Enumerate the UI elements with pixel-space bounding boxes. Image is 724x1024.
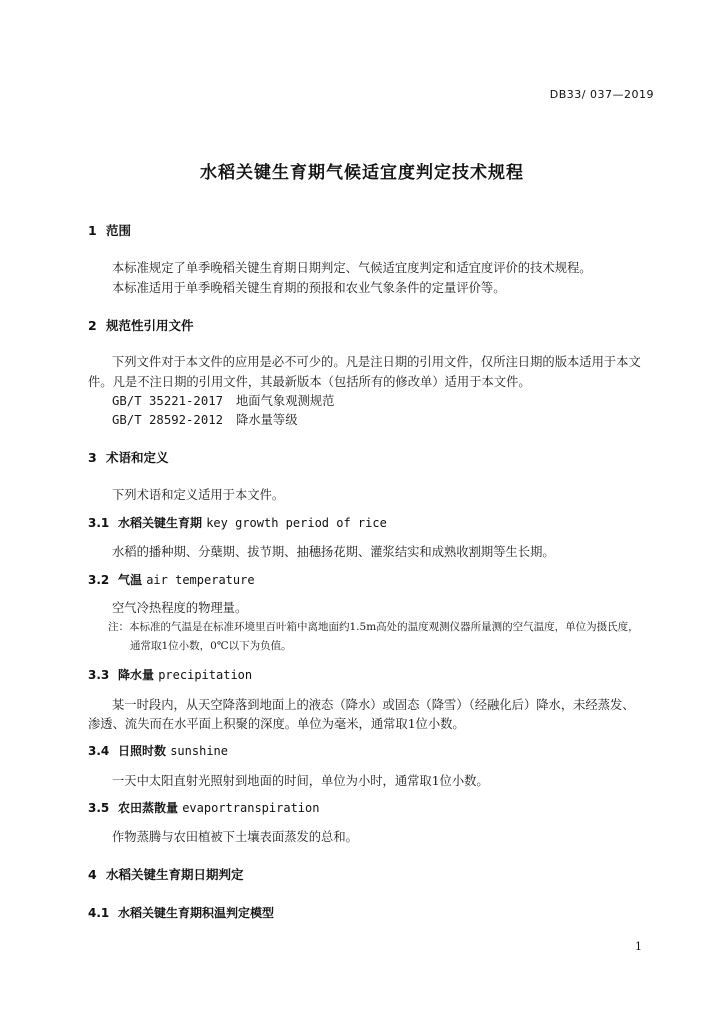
term-name: 农田蒸散量 bbox=[118, 801, 179, 815]
term-name: 日照时数 bbox=[118, 744, 167, 758]
term-3-2-definition: 空气冷热程度的物理量。 bbox=[112, 601, 248, 615]
term-3-5-heading bbox=[88, 799, 319, 816]
term-number: 3.2 bbox=[88, 573, 110, 587]
document-number: DB33/ 037—2019 bbox=[549, 88, 654, 101]
subsection-4-1-heading bbox=[88, 904, 274, 921]
term-3-1-definition: 水稻的播种期、分蘖期、拔节期、抽穗扬花期、灌浆结实和成熟收割期等生长期。 bbox=[112, 545, 555, 559]
section-3-intro: 下列术语和定义适用于本文件。 bbox=[112, 488, 285, 502]
section-2-heading bbox=[88, 316, 194, 334]
subsection-number: 4.1 bbox=[88, 906, 110, 920]
section-number: 1 bbox=[88, 223, 97, 238]
term-english: evaportranspiration bbox=[182, 801, 320, 815]
term-3-4-heading bbox=[88, 742, 228, 759]
term-3-2-note-line-2: 通常取1位小数，0℃以下为负值。 bbox=[130, 640, 292, 652]
section-number: 4 bbox=[88, 867, 97, 882]
term-3-1-heading bbox=[88, 514, 387, 531]
term-english: air temperature bbox=[146, 573, 255, 587]
term-3-2-heading bbox=[88, 571, 255, 588]
section-number: 3 bbox=[88, 450, 97, 465]
term-english: sunshine bbox=[170, 744, 228, 758]
page-number: 1 bbox=[635, 940, 642, 953]
term-number: 3.4 bbox=[88, 744, 110, 758]
reference-code: GB/T 28592-2012 bbox=[112, 413, 224, 427]
term-3-4-definition: 一天中太阳直射光照射到地面的时间，单位为小时，通常取1位小数。 bbox=[112, 774, 489, 788]
term-name: 气温 bbox=[118, 573, 143, 587]
reference-item bbox=[112, 391, 334, 409]
term-english: precipitation bbox=[158, 668, 253, 682]
section-2-paragraph-line-2: 件。凡是不注日期的引用文件，其最新版本（包括所有的修改单）适用于本文件。 bbox=[88, 375, 531, 389]
section-2-paragraph-line-1: 下列文件对于本文件的应用是必不可少的。凡是注日期的引用文件，仅所注日期的版本适用于本文 bbox=[112, 355, 641, 369]
section-title: 范围 bbox=[106, 223, 132, 238]
document-title: 水稻关键生育期气候适宜度判定技术规程 bbox=[200, 163, 524, 183]
term-3-3-definition-line-1: 某一时段内，从天空降落到地面上的液态（降水）或固态（降雪）（经融化后）降水，未经蒸发、 bbox=[112, 698, 635, 712]
term-number: 3.3 bbox=[88, 668, 110, 682]
section-title: 水稻关键生育期日期判定 bbox=[106, 867, 244, 882]
term-number: 3.5 bbox=[88, 801, 110, 815]
section-title: 规范性引用文件 bbox=[106, 318, 194, 333]
section-number: 2 bbox=[88, 318, 97, 333]
term-3-5-definition: 作物蒸腾与农田植被下土壤表面蒸发的总和。 bbox=[112, 830, 358, 844]
reference-item bbox=[112, 410, 298, 428]
subsection-title: 水稻关键生育期积温判定模型 bbox=[118, 906, 275, 920]
section-1-paragraph-1: 本标准规定了单季晚稻关键生育期日期判定、气候适宜度判定和适宜度评价的技术规程。 bbox=[112, 261, 592, 275]
section-1-heading bbox=[88, 221, 131, 239]
term-3-2-note-line-1: 注：本标准的气温是在标准环境里百叶箱中离地面约1.5m高处的温度观测仪器所量测的空气温度，单位为摄氏度， bbox=[108, 621, 639, 633]
reference-name: 降水量等级 bbox=[236, 413, 298, 427]
term-3-3-heading bbox=[88, 666, 252, 683]
section-4-heading bbox=[88, 865, 244, 883]
term-3-3-definition-line-2: 渗透、流失而在水平面上积聚的深度。单位为毫米，通常取1位小数。 bbox=[88, 717, 465, 731]
reference-code: GB/T 35221-2017 bbox=[112, 394, 224, 408]
reference-name: 地面气象观测规范 bbox=[236, 394, 335, 408]
term-name: 水稻关键生育期 bbox=[118, 516, 203, 530]
section-title: 术语和定义 bbox=[106, 450, 169, 465]
term-name: 降水量 bbox=[118, 668, 155, 682]
section-3-heading bbox=[88, 448, 169, 466]
term-number: 3.1 bbox=[88, 516, 110, 530]
section-1-paragraph-2: 本标准适用于单季晚稻关键生育期的预报和农业气象条件的定量评价等。 bbox=[112, 281, 506, 295]
term-english: key growth period of rice bbox=[206, 516, 387, 530]
